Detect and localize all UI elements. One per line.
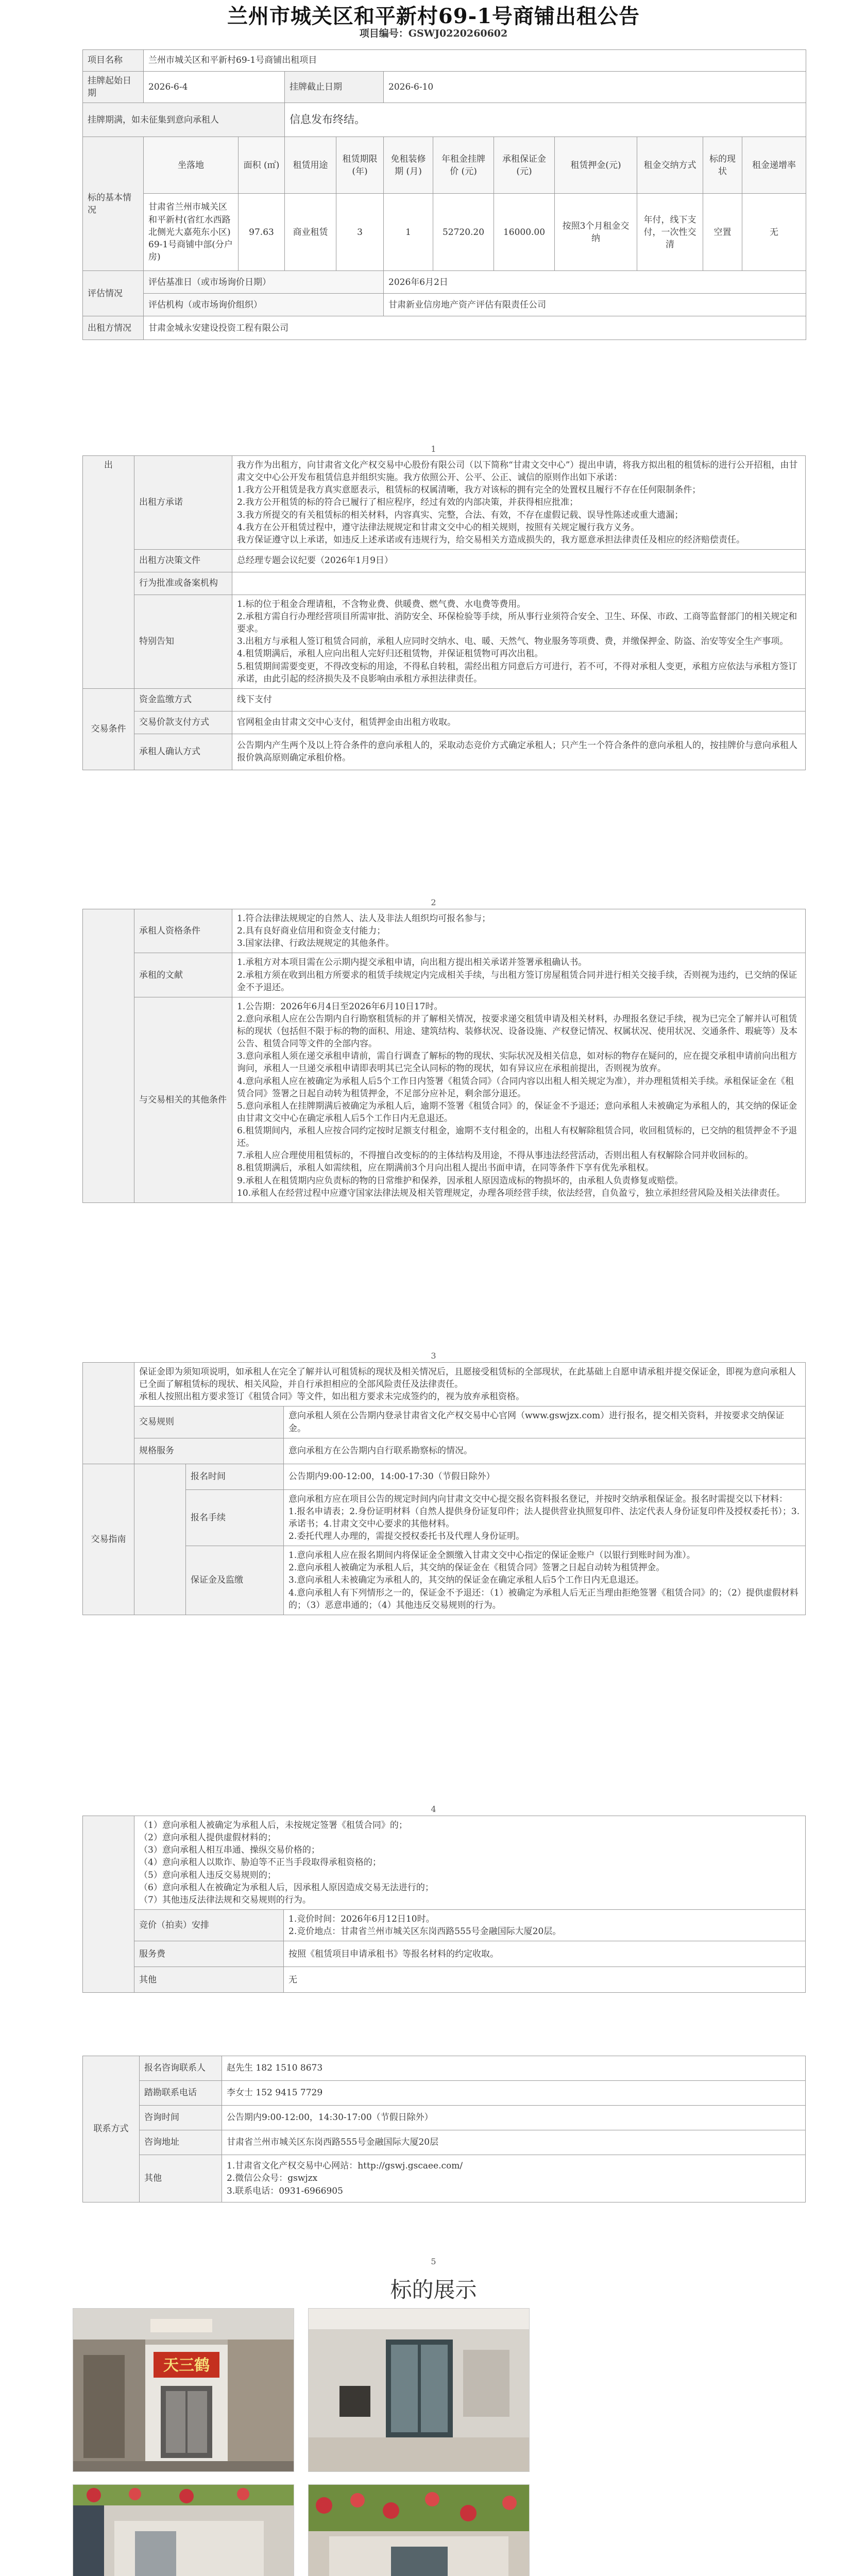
value-confirm-method: 公告期内产生两个及以上符合条件的意向承租人的，采取动态竞价方式确定承租人；只产生一个符合条件的意向承租人的，按挂牌价与意向承租人报价孰高原则确定承租价格。 (232, 734, 806, 770)
value-deferral: 信息发布终结。 (285, 103, 806, 137)
basic-info-table (82, 49, 806, 340)
value-end-date: 2026-6-10 (384, 72, 806, 103)
page-number: 4 (431, 1804, 436, 1814)
label-signup-time: 报名时间 (186, 1464, 284, 1489)
value-contact-other: 1.甘肃省文化产权交易中心网站：http://gswj.gscaee.com/ 2.微信公众号：gswjzx 3.联系电话：0931-6966905 (222, 2155, 806, 2202)
label-eval-date: 评估基准日（或市场询价日期） (144, 271, 384, 294)
value-commitment: 我方作为出租方，向甘肃省文化产权交易中心股份有限公司（以下简称“甘肃文交中心”）提出申请，将我方拟出租的租赁标的进行公开招租，由甘肃文交中心公开发布租赁信息并组织实施。我方依照公开、公平、公正、诚信的原则作出如下承诺： 1.我方公开租赁是我方真实意愿表示，租赁标的权属清晰，我方对该标的拥有完全的处置权且履行不存在任何限制条件； 2.我方公开租赁的标的符合已履行了相应程序，经过有效的内部决策，并获得相应批准； 3.我方所提交的有关租赁标的相关材料，内容真实、完整，合法、有效，不存在虚假记载、误导性陈述或重大遗漏； 4.我方在公开租赁过程中，遵守法律法规规定和甘肃文交中心的相关规则，按照有关规定履行我方义务。 我方保证遵守以上承诺，如违反上述承诺或有违规行为，给交易相关方造成损失的，我方愿意承担法律责任及相应的经济赔偿责任。 (232, 456, 806, 550)
label-section-lessor: 出 (83, 456, 134, 689)
th-rent-free: 免租装修期 (月) (384, 137, 433, 194)
value-deposit: 1.意向承租人应在报名期间内将保证金全额缴入甘肃文交中心指定的保证金账户（以银行到账时间为准）。 2.意向承租人被确定为承租人后，其交纳的保证金在《租赁合同》签署之日起自动转为租赁押金。 3.意向承租人未被确定为承租人的，其交纳的保证金在确定承租人后5个工作日内无息退还。 4.意向承租人有下列情形之一的，保证金不予退还：（1）被确定为承租人后无正当理由拒绝签署《租赁合同》的；（2）提供虚假材料的；（3）恶意串通的；（4）其他违反交易规则的行为。 (284, 1546, 806, 1615)
label-inspection: 规格服务 (134, 1438, 284, 1464)
storefront-sign-text: 天三鹤 (163, 2357, 210, 2375)
trade-guide-table (82, 1362, 806, 1615)
label-evaluation: 评估情况 (83, 271, 144, 316)
value-consult-time: 公告期内9:00-12:00，14:30-17:00（节假日除外） (222, 2106, 806, 2130)
th-usage: 租赁用途 (285, 137, 336, 194)
value-trade-rules: 意向承租人须在公告期内登录甘肃省文化产权交易中心官网（www.gswjzx.com）进行报名，提交相关资料，并按要求交纳保证金。 (284, 1406, 806, 1438)
label-commitment: 出租方承诺 (134, 456, 232, 550)
label-trade-rules: 交易规则 (134, 1406, 284, 1438)
label-special-notice: 特别告知 (134, 595, 232, 688)
label-project-name: 项目名称 (83, 50, 144, 72)
label-inspection-phone: 踏勘联系电话 (140, 2081, 222, 2106)
label-end-date: 挂牌截止日期 (285, 72, 384, 103)
label-service-fee: 服务费 (134, 1941, 284, 1967)
th-deposit: 承租保证金 (元) (494, 137, 555, 194)
value-approval (232, 572, 806, 595)
th-location: 坐落地 (144, 137, 239, 194)
contact-table (82, 2056, 806, 2202)
cell-increase: 无 (742, 194, 806, 271)
th-increase: 租金递增率 (742, 137, 806, 194)
value-project-name: 兰州市城关区和平新村69-1号商铺出租项目 (144, 50, 806, 72)
value-inspection-phone: 李女士 152 9415 7729 (222, 2081, 806, 2106)
page-number: 5 (431, 2257, 436, 2266)
value-signup-procedure: 意向承租方应在项目公告的规定时间内向甘肃文交中心提交报名资料报名登记，并按时交纳承租保证金。报名时需提交以下材料： 1.报名申请表；2.身份证明材料（自然人提供身份证复印件；法人提供营业执照复印件、法定代表人身份证复印件及授权委托书）；3.承诺书；4.甘肃文交中心要求的其他材料。 2.委托代理人办理的，需提交授权委托书及代理人身份证明。 (284, 1489, 806, 1546)
value-bidding: 1.竞价时间：2026年6月12日10时。 2.竞价地点：甘肃省兰州市城关区东岗西路555号金融国际大厦20层。 (284, 1909, 806, 1941)
page-number: 2 (431, 897, 436, 907)
label-consult-address: 咨询地址 (140, 2130, 222, 2155)
label-other-conditions: 与交易相关的其他条件 (134, 997, 232, 1202)
label-eval-org: 评估机构（或市场询价组织） (144, 294, 384, 316)
label-consult-time: 咨询时间 (140, 2106, 222, 2130)
label-deferral: 挂牌期满，如未征集到意向承租人 (83, 103, 285, 137)
value-start-date: 2026-6-4 (144, 72, 285, 103)
label-trade-guide: 交易指南 (83, 1464, 134, 1615)
label-payment-method: 资金监缴方式 (134, 688, 232, 711)
label-contact: 联系方式 (83, 2056, 140, 2202)
spacer-cell (134, 1464, 186, 1615)
th-rent: 年租金挂牌价 (元) (433, 137, 494, 194)
value-service-fee: 按照《租赁项目申请承租书》等报名材料的约定收取。 (284, 1941, 806, 1967)
lessor-commitment-table (82, 455, 806, 770)
value-payment-method: 线下支付 (232, 688, 806, 711)
cell-guarantee: 按照3个月租金交纳 (555, 194, 637, 271)
value-breach: （1）意向承租人被确定为承租人后，未按规定签署《租赁合同》的； （2）意向承租人提供虚假材料的； （3）意向承租人相互串通、操纵交易价格的； （4）意向承租人以欺诈、胁迫等不正当手段取得承租资格的； （5）意向承租人违反交易规则的； （6）意向承租人在被确定为承租人后，因承租人原因造成交易无法进行的； （7）其他违反法律法规和交易规则的行为。 (134, 1816, 806, 1910)
label-start-date: 挂牌起始日期 (83, 72, 144, 103)
spacer-cell (83, 1363, 134, 1464)
breach-table (82, 1816, 806, 1993)
label-contact-other: 其他 (140, 2155, 222, 2202)
value-consult-address: 甘肃省兰州市城关区东岗西路555号金融国际大厦20层 (222, 2130, 806, 2155)
value-lease-docs: 1.承租方对本项目需在公示期内提交承租申请，向出租方提出相关承诺并签署承租确认书。 2.承租方须在收到出租方所要求的租赁手续规定内完成相关手续，与出租方签订房屋租赁合同并进行相关交接手续，否则视为违约，已交纳的保证金不予退还。 (232, 953, 806, 997)
value-deposit-intro: 保证金即为须知项说明，如承租人在完全了解并认可租赁标的现状及相关情况后，且愿接受租赁标的全部现状，在此基础上自愿申请承租并提交保证金，即视为意向承租人已全面了解租赁标的现状、相关风险，并自行承担相应的全部风险责任及法律责任。 承租人按照出租方要求签订《租赁合同》等文件，如出租方要求未完成签约的，视为放弃承租资格。 (134, 1363, 806, 1406)
th-guarantee: 租赁押金(元) (555, 137, 637, 194)
label-signup-procedure: 报名手续 (186, 1489, 284, 1546)
page-number: 3 (431, 1351, 436, 1361)
label-bidding: 竞价（拍卖）安排 (134, 1909, 284, 1941)
project-number: 项目编号：GSWJ0220260602 (359, 28, 508, 39)
label-lessor: 出租方情况 (83, 316, 144, 340)
cell-usage: 商业租赁 (285, 194, 336, 271)
cell-term: 3 (336, 194, 384, 271)
cell-payment: 年付，线下支付，一次性交清 (637, 194, 703, 271)
value-qualification: 1.符合法律法规规定的自然人、法人及非法人组织均可报名参与； 2.具有良好商业信用和资金支付能力； 3.国家法律、行政法规规定的其他条件。 (232, 909, 806, 953)
spacer-cell (83, 1816, 134, 1993)
label-confirm-method: 承租人确认方式 (134, 734, 232, 770)
value-other: 无 (284, 1967, 806, 1993)
th-term: 租赁期限 (年) (336, 137, 384, 194)
label-target: 标的基本情况 (83, 137, 144, 271)
photo-storefront (73, 2308, 294, 2472)
value-eval-org: 甘肃新业信房地产资产评估有限责任公司 (384, 294, 806, 316)
value-inspection: 意向承租方在公告期内自行联系勘察标的情况。 (284, 1438, 806, 1464)
cell-rent: 52720.20 (433, 194, 494, 271)
label-price-method: 交易价款支付方式 (134, 711, 232, 734)
label-decision: 出租方决策文件 (134, 549, 232, 572)
label-qualification: 承租人资格条件 (134, 909, 232, 953)
th-area: 面积 (㎡) (239, 137, 285, 194)
value-price-method: 官网租金由甘肃文交中心支付，租赁押金由出租方收取。 (232, 711, 806, 734)
cell-location: 甘肃省兰州市城关区和平新村(省红水西路北侧光大嘉苑东小区)69-1号商铺中部(分户房) (144, 194, 239, 271)
value-lessor: 甘肃金城永安建设投资工程有限公司 (144, 316, 806, 340)
value-decision: 总经理专题会议纪要（2026年1月9日） (232, 549, 806, 572)
lessee-conditions-table (82, 909, 806, 1203)
label-lease-docs: 承租的文献 (134, 953, 232, 997)
value-signup-contact: 赵先生 182 1510 8673 (222, 2056, 806, 2081)
value-signup-time: 公告期内9:00-12:00，14:00-17:30（节假日除外） (284, 1464, 806, 1489)
label-deposit: 保证金及监缴 (186, 1546, 284, 1615)
label-other: 其他 (134, 1967, 284, 1993)
photos-title: 标的展示 (390, 2277, 477, 2302)
cell-deposit: 16000.00 (494, 194, 555, 271)
cell-area: 97.63 (239, 194, 285, 271)
th-payment: 租金交纳方式 (637, 137, 703, 194)
photo-interior-door (308, 2308, 530, 2472)
cell-status: 空置 (703, 194, 742, 271)
photo-interior-ceiling (308, 2484, 530, 2576)
th-status: 标的现状 (703, 137, 742, 194)
value-special-notice: 1.标的位于租金合理请租，不含物业费、供暖费、燃气费、水电费等费用。 2.承租方需自行办理经营项目所需审批、消防安全、环保检验等手续，所从事行业须符合安全、卫生、环保、市政、工商等监督部门的相关规定和要求。 3.出租方与承租人签订租赁合同前，承租人应同时交纳水、电、暖、天然气、物业服务等项费、费，并缴保押金、防盗、治安等安全生产事项。 4.租赁期满后，承租人应向出租人完好归还租赁物，并保证租赁物可再次出租。 5.租赁期间需要变更，不得改变标的用途，不得私自转租，需经出租方同意后方可进行，若不可，不得对承租人变更，承租方应依法与承租方签订承诺，由此引起的经济损失及不良影响由承租方承担法律责任。 (232, 595, 806, 688)
notice-title: 兰州市城关区和平新村69-1号商铺出租公告 (227, 4, 640, 28)
cell-rent-free: 1 (384, 194, 433, 271)
photo-interior-room (73, 2484, 294, 2576)
page-number: 1 (431, 444, 436, 454)
label-signup-contact: 报名咨询联系人 (140, 2056, 222, 2081)
label-approval: 行为批准或备案机构 (134, 572, 232, 595)
value-other-conditions: 1.公告期：2026年6月4日至2026年6月10日17时。 2.意向承租人应在公告期内自行勘察租赁标的并了解相关情况，按要求递交租赁申请及相关材料，办理报名登记手续，视为已完全了解并认可租赁标的现状（包括但不限于标的物的面积、用途、建筑结构、装修状况、设备设施、产权登记情况、权属状况、使用状况、交通条件、瑕疵等）及本公告、租赁合同等文件的全部内容。 3.意向承租人须在递交承租申请前，需自行调查了解标的物的现状、实际状况及相关信息，如对标的物存在疑问的，应在提交承租申请前向出租方询问，承租人一旦递交承租申请即表明其已完全认同标的物的现状，如有异议应在承租前提出，否则视为放弃。 4.意向承租人应在被确定为承租人后5个工作日内签署《租赁合同》（合同内容以出租人相关规定为准），并办理租赁相关手续。承租保证金在《租赁合同》签署之日起自动转为租赁押金，不足部分应补足，剩余部分退还。 5.意向承租人在挂牌期满后被确定为承租人后，逾期不签署《租赁合同》的，保证金不予退还；意向承租人未被确定为承租人的，其交纳的保证金由甘肃文交中心在确定承租人后5个工作日内无息退还。 6.租赁期间内，承租人应按合同约定按时足额支付租金，逾期不支付租金的，出租人有权解除租赁合同，收回租赁标的，已交纳的租赁押金不予退还。 7.承租人应合理使用租赁标的，不得擅自改变标的的主体结构及用途，不得从事违法经营活动，否则出租人有权解除合同并收回标的。 8.租赁期满后，承租人如需续租，应在期满前3个月向出租人提出书面申请，在同等条件下享有优先承租权。 9.承租人在租赁期内应负责标的物的日常维护和保养，因承租人原因造成标的物损坏的，由承租人负责修复或赔偿。 10.承租人在经营过程中应遵守国家法律法规及相关管理规定，办理各项经营手续，依法经营，自负盈亏，独立承担经营风险及相关法律责任。 (232, 997, 806, 1202)
label-trade-conditions: 交易条件 (83, 688, 134, 770)
spacer-cell (83, 909, 134, 1203)
value-eval-date: 2026年6月2日 (384, 271, 806, 294)
